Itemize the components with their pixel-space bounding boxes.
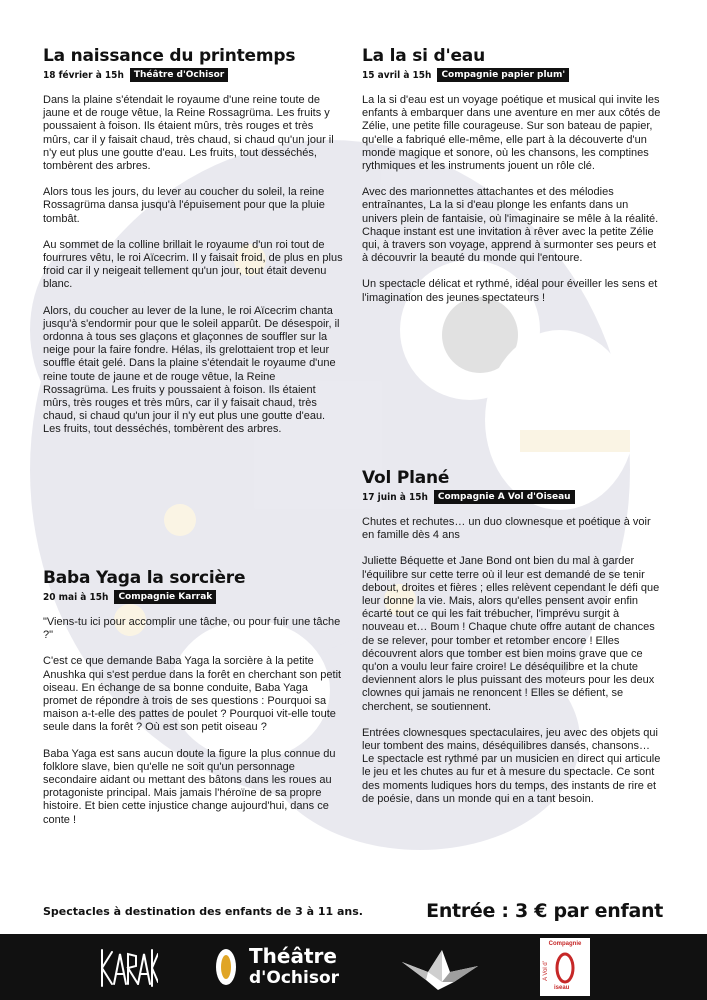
paragraph: La la si d'eau est un voyage poétique et musical qui invite les enfants à embarquer dans une aventure en mer aux côtés de Zélie, une petite fille courageuse. Sur son bateau de papier, qu'elle a fabriqué elle-même, elle part à la découverte d'un monde magique et sonore, où les chansons, les comptines rythmiques et les instruments jouent un rôle clé. — [362, 94, 661, 173]
theatre-dochisor-logo — [215, 940, 365, 994]
karrak-logo-icon — [96, 942, 158, 992]
logo-bar — [0, 934, 707, 1000]
vol-logo-o-icon — [555, 952, 575, 984]
theatre-o-icon — [215, 947, 237, 987]
paragraph: Alors, du coucher au lever de la lune, le roi Aïcecrim chanta jusqu'à s'endormir pour que le soleil apparût. De désespoir, il ordonna à tous ses glaçons et glaçonnes de souffler sur la neige pour la faire fondre. Hélas, ils grelottaient trop et leur souffle était gelé. Dans la plaine s'étendait le royaume d'une reine toute de jaune et de rouge vêtue, la Reine Rossagrüma. Les fruits y poussaient à foison. Ils étaient mûrs, très rouges et très mûrs, car il y faisait chaud, très chaud, si chaud qu'un jour il n'y eut plus une goutte d'eau. Les fruits, tout desséchés, tombèrent des arbres. — [43, 304, 340, 436]
paragraph: Au sommet de la colline brillait le royaume d'un roi tout de fourrures vêtu, le roi Aïcecrim. Il y faisait froid, de plus en plus froid car il y neigeait tellement qu'un jour, tout était devenu blanc. — [43, 238, 343, 291]
paragraph: Un spectacle délicat et rythmé, idéal pour éveiller les sens et l'imagination des jeunes spectateurs ! — [362, 278, 658, 304]
show-la-la-si-deau — [362, 46, 664, 318]
show-description — [43, 94, 343, 437]
show-title: La la si d'eau — [362, 46, 485, 66]
paragraph: Dans la plaine s'étendait le royaume d'une reine toute de jaune et de rouge vêtue, la Reine Rossagrüma. Les fruits y poussaient à foison. Ils étaient mûrs, très rouges et très mûrs, car il y faisait chaud, très chaud, si chaud qu'un jour il n'y eut plus une goutte d'eau. Les fruits, tout desséchés, tombèrent des arbres. — [43, 94, 334, 173]
show-venue-badge: Compagnie A Vol d'Oiseau — [434, 490, 575, 504]
vol-logo-side-text: A Vol d' — [542, 961, 549, 981]
show-title: La naissance du printemps — [43, 46, 296, 66]
show-meta — [43, 68, 343, 82]
show-title: Vol Plané — [362, 468, 450, 488]
paragraph: "Viens-tu ici pour accomplir une tâche, ou pour fuir une tâche ?" — [43, 616, 341, 642]
show-naissance-du-printemps — [43, 46, 343, 450]
show-date: 20 mai à 15h — [43, 591, 109, 603]
paragraph: Alors tous les jours, du lever au coucher du soleil, la reine Rossagrüma dansa jusqu'à l'épuisement pour que la pluie tombât. — [43, 186, 325, 225]
vol-logo-top-text: Compagnie — [548, 941, 582, 947]
theatre-logo-text — [249, 945, 339, 989]
show-meta — [362, 490, 664, 504]
paper-crane-logo-icon — [398, 942, 482, 994]
show-date: 15 avril à 15h — [362, 69, 432, 81]
show-description — [362, 94, 664, 305]
theatre-logo-line2: d'Ochisor — [249, 968, 340, 988]
theatre-logo-line1: Théâtre — [249, 944, 337, 968]
paragraph: Baba Yaga est sans aucun doute la figure la plus connue du folklore slave, bien qu'elle ne soit qu'un personnage secondaire aidant ou mettant des bâtons dans les roues au protagoniste principal. Mais jamais l'héroïne de sa propre histoire. Et bien cette injustice change aujourd'hui, dans ce conte ! — [43, 747, 336, 826]
show-baba-yaga — [43, 568, 343, 840]
paragraph: Juliette Béquette et Jane Bond ont bien du mal à garder l'équilibre sur cette terre où il leur est demandé de se tenir debout, droites et fières ; elles relèvent cependant le défi que leur donne la vie. Mais, alors qu'elles pensent avoir enfin écarté tout ce qui les fait trébucher, l'imprévu surgit à nouveau et… Boum ! Chaque chute offre autant de chances de se relever, pour tomber et retomber encore ! Elles découvrent alors que tomber est bien moins grave que ce qu'on a voulu leur faire croire! Le déséquilibre et la chute deviennent alors le plus puissant des moteurs pour les deux clownes qui jamais ne renoncent ! Elles se défient, se cherchent, se soutiennent. — [362, 555, 660, 713]
show-title: Baba Yaga la sorcière — [43, 568, 246, 588]
show-venue-badge: Théâtre d'Ochisor — [130, 68, 228, 82]
show-meta — [43, 590, 343, 604]
paragraph: C'est ce que demande Baba Yaga la sorcière à la petite Anushka qui s'est perdue dans la forêt en cherchant son petit oiseau. En échange de sa bonne conduite, Baba Yaga promet de répondre à trois de ses questions : Pourquoi sa maison a-t-elle des pattes de poulet ? Pourquoi vit-elle toute seule dans la forêt ? Où est son petit oiseau ? — [43, 655, 342, 734]
paragraph: Avec des marionnettes attachantes et des mélodies entraînantes, La la si d'eau plonge les enfants dans un univers plein de fantaisie, où l'imaginaire se mêle à la réalité. Chaque instant est une invitation à rêver avec la petite Zélie qui, à travers son voyage, apprend à surmonter ses peurs et à découvrir la beauté du monde qui l'entoure. — [362, 186, 659, 265]
vol-logo-bottom-text: iseau — [554, 985, 570, 991]
show-description — [362, 516, 664, 806]
show-venue-badge: Compagnie Karrak — [114, 590, 216, 604]
a-vol-doiseau-logo — [540, 938, 590, 996]
audience-note: Spectacles à destination des enfants de 3 à 11 ans. — [43, 904, 363, 918]
show-vol-plane — [362, 468, 664, 819]
paragraph: Entrées clownesques spectaculaires, jeu avec des objets qui leur tombent des mains, déséquilibres dansés, chansons… Le spectacle est rythmé par un musicien en direct qui articule le jeu et les chutes au fur et à mesure du spectacle. Ce sont des moments ludiques hors du temps, des instants de rire et de poésie, dans un monde qui en a tant besoin. — [362, 726, 661, 805]
show-date: 17 juin à 15h — [362, 491, 428, 503]
show-description — [43, 616, 343, 827]
show-venue-badge: Compagnie papier plum' — [437, 68, 569, 82]
show-date: 18 février à 15h — [43, 69, 124, 81]
footer-info — [43, 898, 663, 924]
price-note: Entrée : 3 € par enfant — [426, 900, 663, 922]
show-meta — [362, 68, 664, 82]
paragraph: Chutes et rechutes… un duo clownesque et poétique à voir en famille dès 4 ans — [362, 516, 651, 542]
